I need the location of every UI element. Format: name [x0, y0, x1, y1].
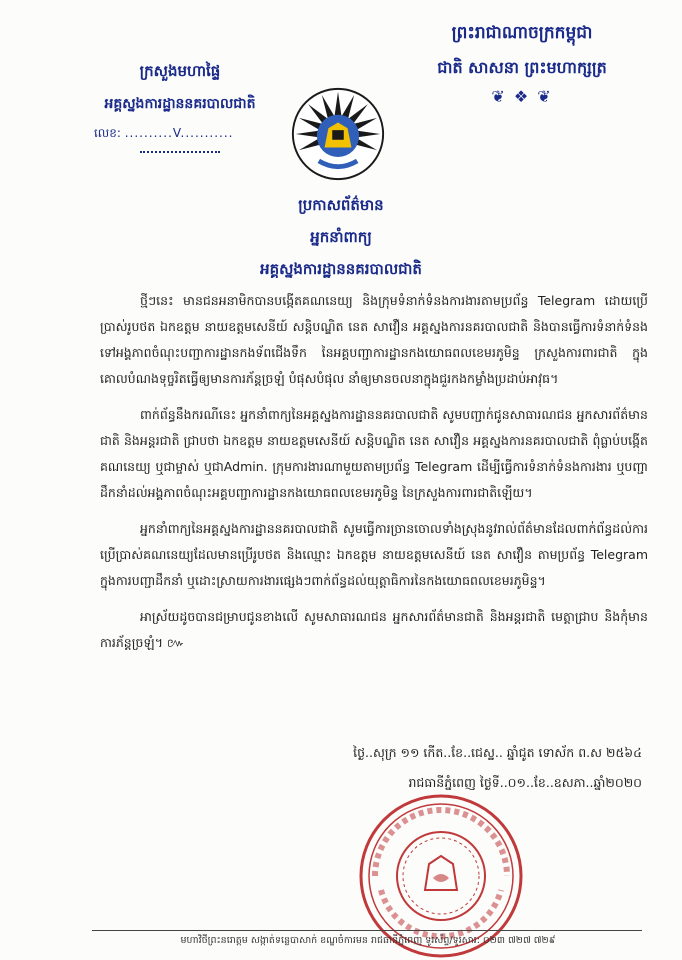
- ministry-name: ក្រសួងមហាផ្ទៃ: [139, 62, 221, 80]
- ornament-icon: ❦ ❖ ❦: [491, 87, 553, 106]
- title-press-release: ប្រកាសព័ត៌មាន: [298, 196, 384, 214]
- divider: [140, 151, 220, 153]
- title-spokesperson: អ្នកនាំពាក្យ: [310, 228, 372, 246]
- reference-value: ..........V...........: [124, 126, 234, 140]
- kingdom-title: ព្រះរាជាណាចក្រកម្ពុជា: [451, 23, 593, 43]
- paragraph-4: អាស្រ័យដូចបានជម្រាបជូនខាងលើ សូមសាធារណជន អ្នកសារព័ត៌មានជាតិ និងអន្តរជាតិ មេត្តាជ្រាប និងកុំមានការភ័ន្តច្រឡំ។ ៚: [100, 609, 648, 650]
- department-name: អគ្គស្នងការដ្ឋាននគរបាលជាតិ: [104, 96, 256, 112]
- paragraph-1: ថ្មីៗនេះ មានជនអនាមិកបានបង្កើតគណនេយ្យ និងក្រុមទំនាក់ទំនងការងារតាមប្រព័ន្ធ Telegram ដោយប្រើប្រាស់រូបថត ឯកឧត្តម នាយឧត្តមសេនីយ៍ សន្តិបណ្ឌិត នេត សាវឿន អគ្គស្នងការនគរបាលជាតិ និងបានធ្វើការទំនាក់ទំនងទៅអង្គភាពចំណុះបញ្ជាការដ្ឋានកងទ័ពជើងទឹក នៃអគ្គបញ្ជាការដ្ឋានកងយោធពលខេមរភូមិន្ទ ក្រសួងការពារជាតិ ក្នុងគោលបំណងទុច្ចរិតធ្វើឲ្យមានការភ័ន្តច្រឡំ បំផុសបំផុល នាំឲ្យមានចលនាក្នុងជួរកងកម្លាំងប្រដាប់អាវុធ។: [100, 293, 648, 386]
- police-emblem-icon: [290, 86, 386, 182]
- footer-divider: [92, 930, 642, 931]
- kingdom-header: [402, 22, 642, 106]
- paragraph-3: អ្នកនាំពាក្យនៃអគ្គស្នងការដ្ឋាននគរបាលជាតិ សូមធ្វើការច្រានចោលទាំងស្រុងនូវរាល់ព័ត៌មានដែលពាក់ព័ន្ធដល់ការប្រើប្រាស់គណនេយ្យដែលមានប្រើរូបថត និងឈ្មោះ ឯកឧត្តម នាយឧត្តមសេនីយ៍ នេត សាវឿន តាមប្រព័ន្ធ Telegram ក្នុងការបញ្ជាដឹកនាំ ឬដោះស្រាយការងារផ្សេងៗពាក់ព័ន្ធដល់យុត្តាធិការនៃកងយោធពលខេមរភូមិន្ទ។: [100, 521, 648, 588]
- title-department: អគ្គស្នងការដ្ឋាននគរបាលជាតិ: [260, 260, 422, 278]
- footer-address: មហាវិថីព្រះនរោត្តម សង្កាត់ទន្លេបាសាក់ ខណ្ឌចំការមន រាជធានីភ្នំពេញ ទូរស័ព្ទ/ទូរសារ: ០២៣ ៧២៧ ៧២៩: [180, 935, 556, 946]
- reference-label: លេខ:: [94, 126, 121, 140]
- announcement-title: [0, 196, 682, 282]
- date-block: [262, 738, 642, 798]
- solar-date: រាជធានីភ្នំពេញ ថ្ងៃទី..០១..ខែ..ឧសភា..ឆ្នាំ២០២០: [408, 775, 642, 790]
- lunar-date: ថ្ងៃ..សុក្រ ១១ កើត..ខែ..ជេស្ឋ.. ឆ្នាំជូត ទោស័ក ព.ស ២៥៦៤: [353, 745, 642, 760]
- paragraph-2: ពាក់ព័ន្ធនឹងករណីនេះ អ្នកនាំពាក្យនៃអគ្គស្នងការដ្ឋាននគរបាលជាតិ សូមបញ្ជាក់ជូនសាធារណជន អ្នកសារព័ត៌មានជាតិ និងអន្តរជាតិ ជ្រាបថា ឯកឧត្តម នាយឧត្តមសេនីយ៍ សន្តិបណ្ឌិត នេត សាវឿន អគ្គស្នងការនគរបាលជាតិ ពុំធ្លាប់បង្កើតគណនេយ្យ ឬជាម្ចាស់ ឬជាAdmin. ក្រុមការងារណាមួយតាមប្រព័ន្ធ Telegram ដើម្បីធ្វើការទំនាក់ទំនងការងារ ឬបញ្ជាដឹកនាំដល់អង្គភាពចំណុះអគ្គបញ្ជាការដ្ឋានកងយោធពលខេមរភូមិន្ទ នៃក្រសួងការពារជាតិឡើយ។: [100, 407, 648, 500]
- ministry-header: [60, 62, 300, 153]
- reference-number: [60, 125, 300, 143]
- announcement-body: [100, 288, 648, 666]
- national-motto: ជាតិ សាសនា ព្រះមហាក្សត្រ: [437, 58, 607, 77]
